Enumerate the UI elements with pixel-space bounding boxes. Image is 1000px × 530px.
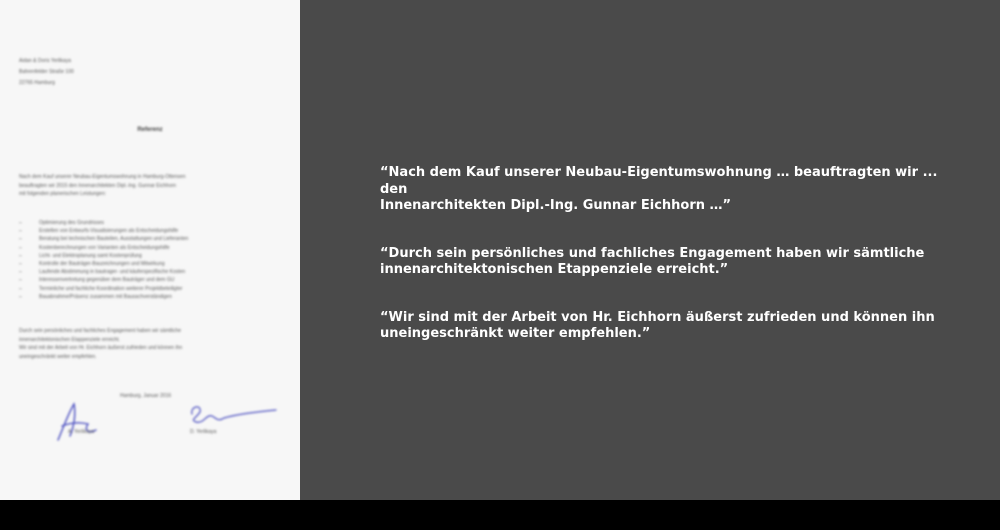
- closing-line: innenarchitektonischen Etappenziele erreicht.: [19, 336, 120, 343]
- list-item: – Licht- und Elektroplanung samt Kostenprüfung: [19, 252, 281, 260]
- quote-2: [380, 246, 960, 279]
- closing-line: Durch sein persönliches und fachliches Engagement haben wir sämtliche: [19, 328, 182, 334]
- sender-line: 22765 Hamburg: [19, 80, 55, 86]
- reference-letter-content: [0, 0, 300, 500]
- closing-line: Wir sind mit der Arbeit von Hr. Eichhorn äußerst zufrieden und können ihn: [19, 345, 183, 351]
- quote-line: “Wir sind mit der Arbeit von Hr. Eichhorn äußerst zufrieden und können ihn: [380, 309, 935, 325]
- testimonial-quotes: [380, 165, 960, 374]
- list-item: – Interessenvertretung gegenüber dem Bauträger und dem GU: [19, 276, 281, 284]
- list-item: – Beratung bei technischen Bauteilen, Ausstattungen und Lieferanten: [19, 235, 281, 243]
- reference-letter-image: [0, 0, 300, 500]
- quote-3: [380, 310, 960, 343]
- list-item: – Kontrolle der Bauträger-Bauzeichnungen und Mitwirkung: [19, 260, 281, 268]
- services-list: [19, 219, 281, 301]
- letter-intro: [19, 173, 281, 199]
- list-item: – Bauabnahme/Präsenz zusammen mit Bausachverständigen: [19, 293, 281, 301]
- quote-line: uneingeschränkt weiter empfehlen.”: [380, 326, 651, 341]
- quote-line: “Durch sein persönliches und fachliches Engagement haben wir sämtliche: [380, 245, 925, 261]
- sender-address: [19, 56, 74, 89]
- place-date: Hamburg, Januar 2016: [120, 393, 172, 399]
- signature-left: [50, 396, 110, 446]
- signatory-name: D. Yerlikaya: [190, 429, 217, 435]
- list-item: – Kostenberechnungen von Varianten als Entscheidungshilfe: [19, 244, 281, 252]
- list-item: – Terminliche und fachliche Koordination weiterer Projektbeteiligter: [19, 285, 281, 293]
- list-item: – Optimierung des Grundrisses: [19, 219, 281, 227]
- closing-line: uneingeschränkt weiter empfehlen.: [19, 353, 97, 360]
- signatory-name: A. Yerlikaya: [68, 429, 95, 435]
- quote-line: Innenarchitekten Dipl.-Ing. Gunnar Eichhorn …”: [380, 198, 732, 213]
- quote-line: “Nach dem Kauf unserer Neubau-Eigentumswohnung … beauftragten wir ... den: [380, 165, 938, 197]
- list-item: – Laufende Abstimmung in bautrager- und käuferspezifische Kosten: [19, 268, 281, 276]
- sender-line: Bahrenfelder Straße 100: [19, 69, 74, 75]
- sender-line: Aidan & Doris Yerlikaya: [19, 58, 71, 64]
- list-item: – Erstellen von Entwurfs-Visualisierungen als Entscheidungshilfe: [19, 227, 281, 235]
- letter-subject: Referenz: [137, 127, 163, 133]
- intro-line: beauftragten wir 2015 den Innenarchitekten Dipl.-Ing. Gunnar Eichhorn: [19, 182, 177, 189]
- intro-line: mit folgenden planerischen Leistungen:: [19, 191, 107, 197]
- intro-line: Nach dem Kauf unserer Neubau-Eigentumswohnung in Hamburg-Ottensen: [19, 174, 186, 180]
- quote-1: [380, 165, 960, 215]
- letter-closing: [19, 327, 281, 361]
- quote-line: innenarchitektonischen Etappenziele erreicht.”: [380, 262, 729, 277]
